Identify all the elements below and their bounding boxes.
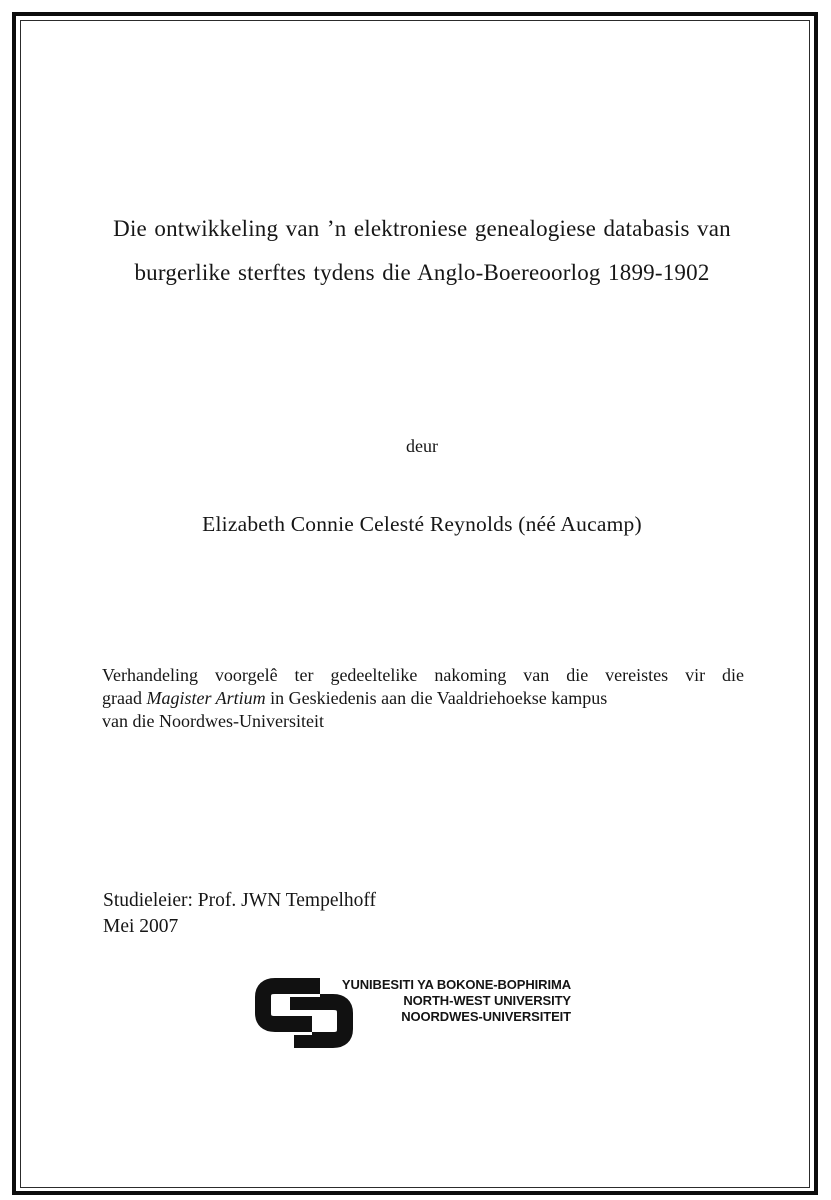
thesis-statement (102, 664, 744, 733)
author-name: Elizabeth Connie Celesté Reynolds (néé Aucamp) (202, 512, 642, 536)
statement-line-2-prefix: graad (102, 688, 147, 708)
nwu-interlocked-links-icon (254, 976, 354, 1050)
university-logo-text (342, 977, 571, 1026)
thesis-title (102, 207, 742, 295)
date-line: Mei 2007 (103, 916, 179, 937)
byline: deur (406, 436, 438, 456)
logo-line-3: NOORDWES-UNIVERSITEIT (401, 1009, 571, 1025)
supervisor-line: Studieleier: Prof. JWN Tempelhoff (103, 890, 377, 911)
title-line-2: burgerlike sterftes tydens die Anglo-Boereoorlog 1899-1902 (134, 260, 710, 285)
statement-line-1: Verhandeling voorgelê ter gedeeltelike nakoming van die vereistes vir die (102, 665, 744, 685)
statement-line-3: van die Noordwes-Universiteit (102, 711, 324, 731)
title-line-1: Die ontwikkeling van ’n elektroniese genealogiese databasis van (113, 216, 731, 241)
logo-line-1: YUNIBESITI YA BOKONE-BOPHIRIMA (341, 977, 571, 992)
statement-line-2 (102, 687, 744, 710)
logo-line-2: NORTH-WEST UNIVERSITY (403, 993, 571, 1009)
degree-name-italic: Magister Artium (146, 688, 266, 708)
statement-line-2-suffix: in Geskiedenis aan die Vaaldriehoekse kampus (265, 688, 608, 708)
supervisor-block (103, 888, 376, 940)
